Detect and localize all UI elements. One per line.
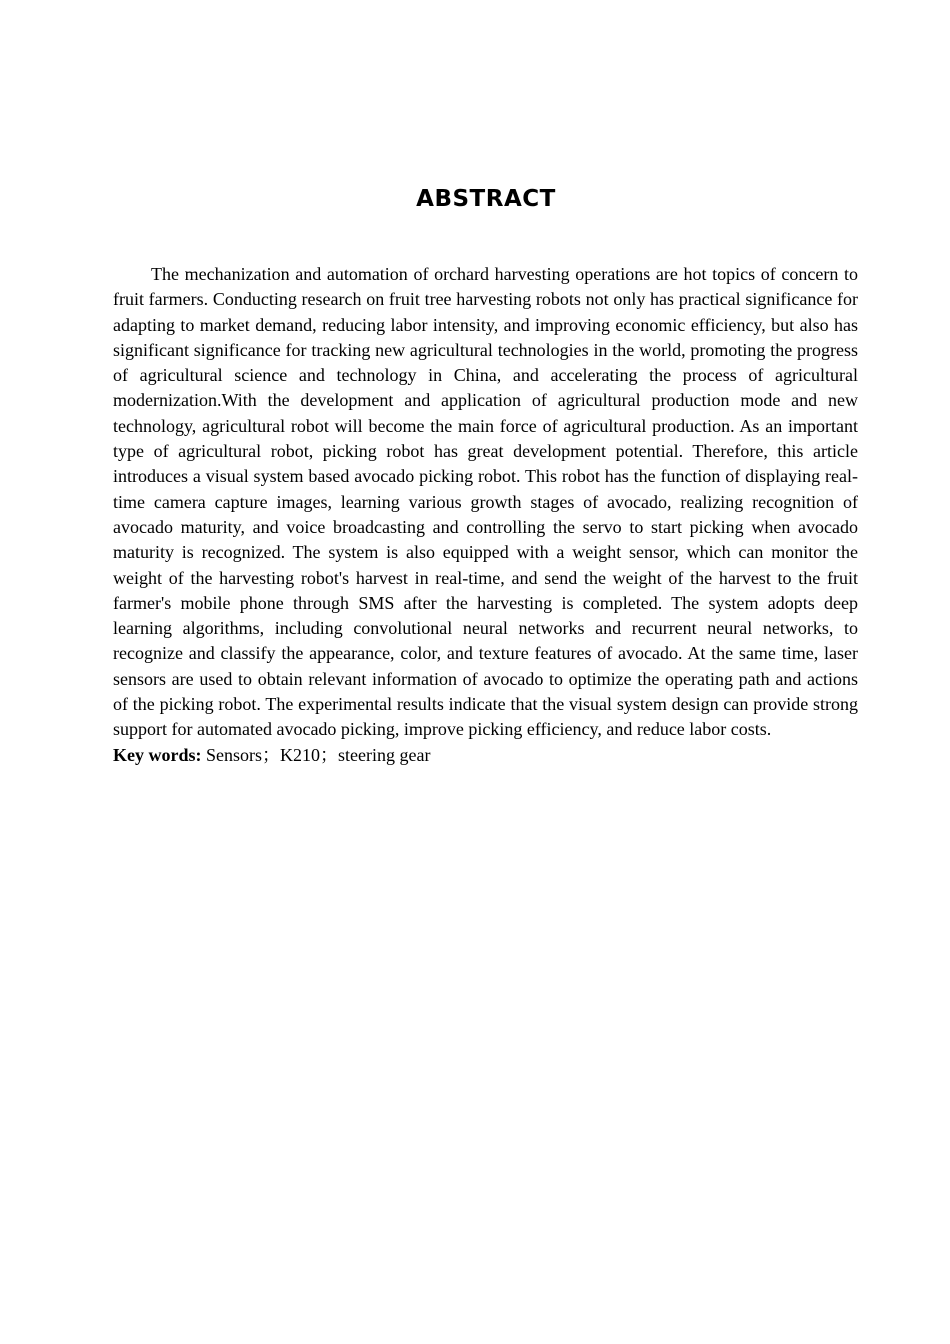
abstract-body [113,262,858,768]
keywords-value: Sensors；K210；steering gear [201,744,431,765]
keywords-label: Key words: [113,744,202,765]
abstract-title: ABSTRACT [416,186,556,212]
abstract-paragraph: The mechanization and automation of orchard harvesting operations are hot topics of concern to fruit farmers. Conducting research on fruit tree harvesting robots not only has practical significance for adapting to market demand, reducing labor intensity, and improving economic efficiency, but also has significant significance for tracking new agricultural technologies in the world, promoting the progress of agricultural science and technology in China, and accelerating the process of agricultural modernization.With the development and application of agricultural production mode and new technology, agricultural robot will become the main force of agricultural production. As an important type of agricultural robot, picking robot has great development potential. Therefore, this article introduces a visual system based avocado picking robot. This robot has the function of displaying real-time camera capture images, learning various growth stages of avocado, realizing recognition of avocado maturity, and voice broadcasting and controlling the servo to start picking when avocado maturity is recognized. The system is also equipped with a weight sensor, which can monitor the weight of the harvesting robot's harvest in real-time, and send the weight of the harvest to the fruit farmer's mobile phone through SMS after the harvesting is completed. The system adopts deep learning algorithms, including convolutional neural networks and recurrent neural networks, to recognize and classify the appearance, color, and texture features of avocado. At the same time, laser sensors are used to obtain relevant information of avocado to optimize the operating path and actions of the picking robot. The experimental results indicate that the visual system design can provide strong support for automated avocado picking, improve picking efficiency, and reduce labor costs. [113,264,858,740]
keywords-line [113,743,858,768]
